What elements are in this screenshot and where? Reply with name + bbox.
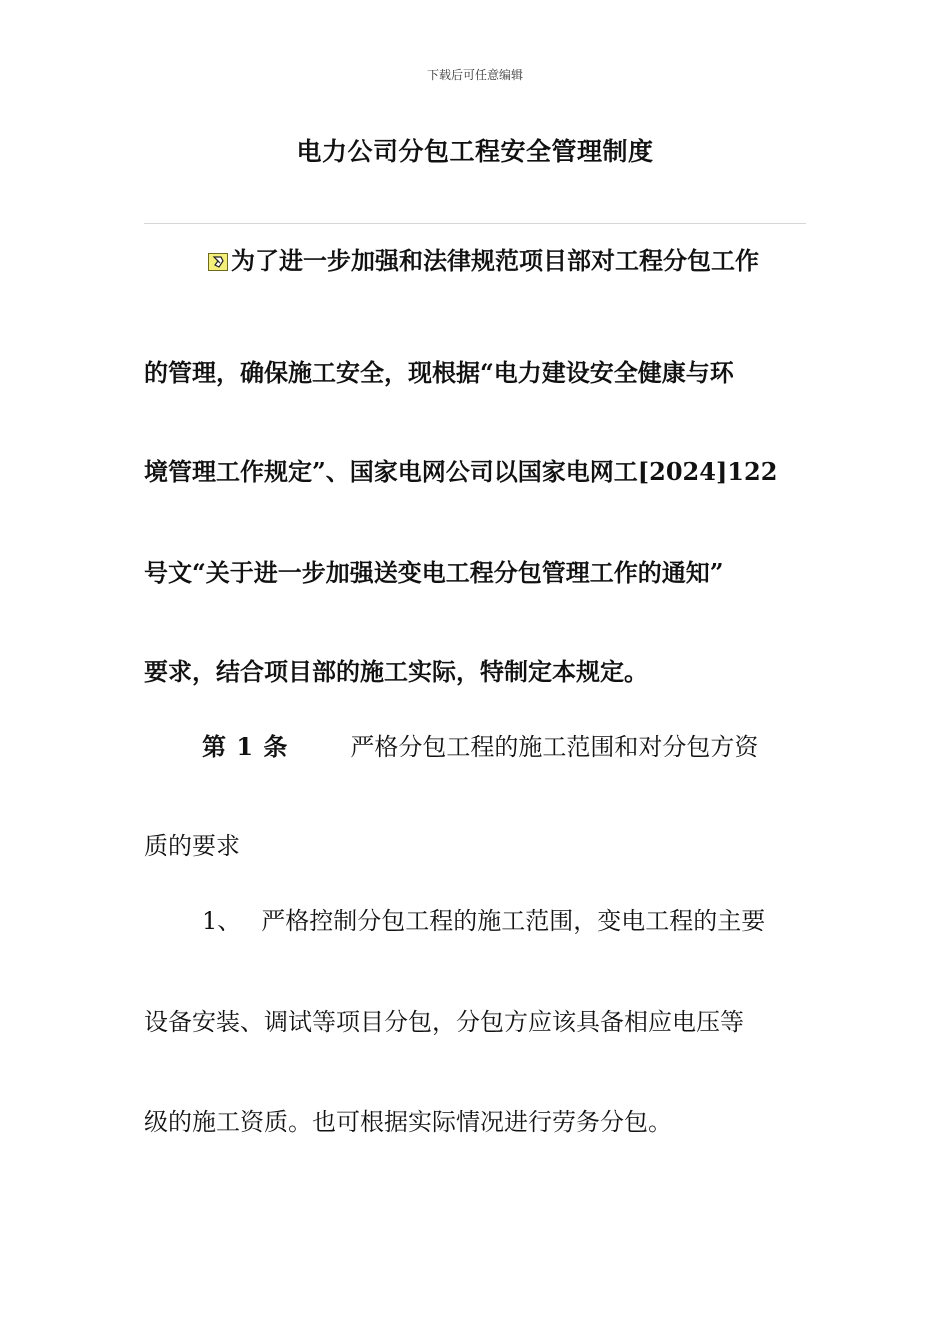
note-icon: [208, 253, 228, 271]
item-1-number: 1、: [202, 907, 242, 935]
intro-line-5: 要求，结合项目部的施工实际，特制定本规定。: [144, 657, 648, 686]
item-1-line-2: 设备安装、调试等项目分包，分包方应该具备相应电压等: [144, 1008, 744, 1036]
item-1-first-line: [202, 905, 872, 937]
intro-line-4: 号文“关于进一步加强送变电工程分包管理工作的通知”: [144, 558, 724, 587]
intro-text-1: 为了进一步加强和法律规范项目部对工程分包工作: [231, 246, 759, 275]
header-note: 下载后可任意编辑: [426, 68, 523, 82]
item-1-text: 严格控制分包工程的施工范围，变电工程的主要: [261, 907, 766, 935]
intro-line-2: 的管理，确保施工安全，现根据“电力建设安全健康与环: [144, 358, 734, 387]
article-1-text: 严格分包工程的施工范围和对分包方资: [350, 733, 759, 761]
intro-line-3: 境管理工作规定”、国家电网公司以国家电网工[2024]122: [144, 457, 778, 486]
article-1-heading: [202, 731, 872, 763]
article-1-label: 第 1 条: [202, 732, 289, 761]
document-title: 电力公司分包工程安全管理制度: [296, 137, 654, 166]
title-divider: [144, 223, 806, 224]
item-1-line-3: 级的施工资质。也可根据实际情况进行劳务分包。: [144, 1108, 672, 1136]
intro-line-1: [208, 245, 878, 277]
article-1-text-continued: 质的要求: [144, 832, 240, 860]
